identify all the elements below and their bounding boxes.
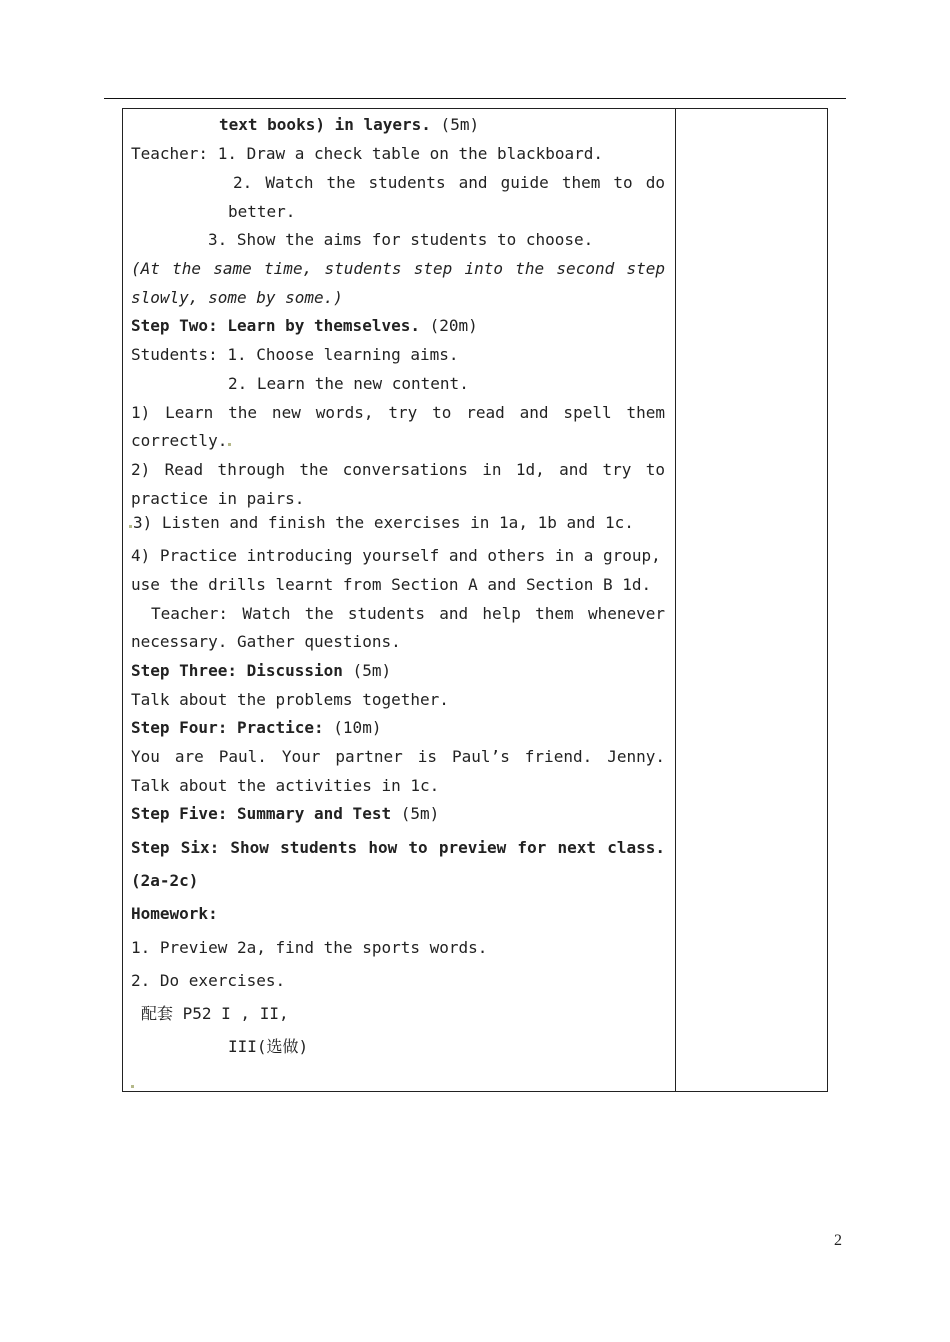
step-two-heading xyxy=(131,316,478,336)
end-marker xyxy=(130,1073,135,1093)
text-line-14: practice in pairs. xyxy=(131,489,305,508)
homework-exercise-optional: III(选做) xyxy=(228,1037,309,1056)
step-duration: (5m) xyxy=(430,115,480,134)
text-line-4: better. xyxy=(228,202,296,221)
italic-note-line-1: (At the same time, students step into the second step xyxy=(131,259,665,278)
text-span: correctly. xyxy=(131,431,228,450)
marker-dot xyxy=(131,1085,134,1088)
step-five-heading xyxy=(131,804,439,824)
header-rule xyxy=(104,98,846,99)
text-line-23: You are Paul. Your partner is Paul’s friend. Jenny. xyxy=(131,747,665,766)
step-title: Step Two: Learn by themselves. xyxy=(131,316,420,335)
text-line-19: necessary. Gather questions. xyxy=(131,632,401,651)
italic-note-line-2: slowly, some by some.) xyxy=(131,288,343,307)
text-line-12 xyxy=(131,431,232,451)
step-six-range: (2a-2c) xyxy=(131,871,199,890)
homework-exercise-ref: 配套 P52 I , II, xyxy=(141,1004,289,1023)
step-duration: (5m) xyxy=(342,661,392,680)
text-span: 3) Listen and finish the exercises in 1a, 1b and 1c. xyxy=(133,513,634,532)
text-line-18: Teacher: Watch the students and help them whenever xyxy=(151,604,665,623)
step-duration: (20m) xyxy=(419,316,478,335)
homework-item-2: 2. Do exercises. xyxy=(131,971,286,990)
step-title: Step Three: Discussion xyxy=(131,661,343,680)
page-number: 2 xyxy=(834,1232,842,1249)
text-line-13: 2) Read through the conversations in 1d, and try to xyxy=(131,460,665,479)
step-four-heading xyxy=(131,718,381,738)
text-line-16: 4) Practice introducing yourself and others in a group, xyxy=(131,546,661,565)
marker-dot xyxy=(129,525,132,528)
step-title: Step Four: Practice: xyxy=(131,718,324,737)
step-duration: (5m) xyxy=(391,804,440,823)
marker-dot xyxy=(228,443,231,446)
step-six-heading: Step Six: Show students how to preview for next class. xyxy=(131,838,665,857)
text-line-10: 2. Learn the new content. xyxy=(228,374,469,393)
text-line-3: 2. Watch the students and guide them to do xyxy=(233,173,665,192)
text-line-1 xyxy=(219,115,479,135)
text-line-21: Talk about the problems together. xyxy=(131,690,449,709)
step-title: text books) in layers. xyxy=(219,115,431,134)
text-line-2: Teacher: 1. Draw a check table on the blackboard. xyxy=(131,144,604,163)
table-column-divider xyxy=(675,108,676,1092)
text-line-5: 3. Show the aims for students to choose. xyxy=(208,230,594,249)
homework-item-1: 1. Preview 2a, find the sports words. xyxy=(131,938,488,957)
step-title: Step Five: Summary and Test xyxy=(131,804,392,823)
step-three-heading xyxy=(131,661,391,681)
text-line-15 xyxy=(128,513,634,533)
homework-heading: Homework: xyxy=(131,904,218,923)
step-duration: (10m) xyxy=(323,718,382,737)
text-line-9: Students: 1. Choose learning aims. xyxy=(131,345,459,364)
text-line-17: use the drills learnt from Section A and Section B 1d. xyxy=(131,575,652,594)
text-line-11: 1) Learn the new words, try to read and spell them xyxy=(131,403,665,422)
text-line-24: Talk about the activities in 1c. xyxy=(131,776,440,795)
